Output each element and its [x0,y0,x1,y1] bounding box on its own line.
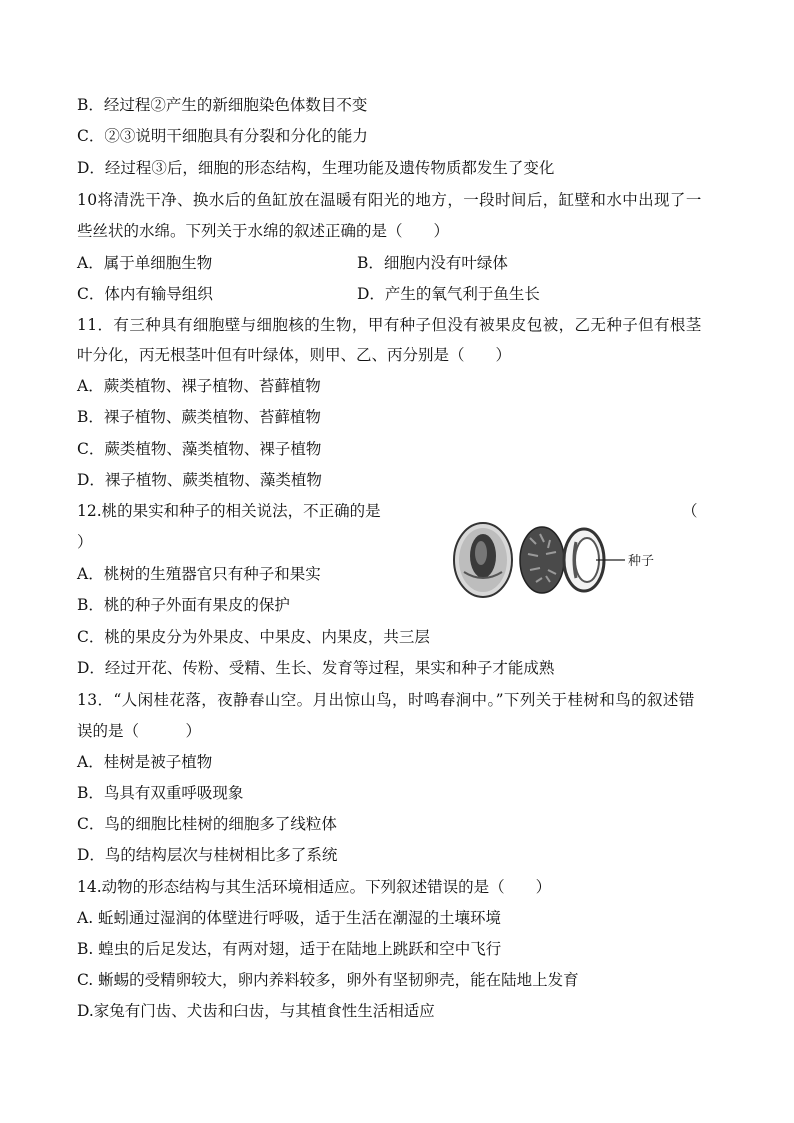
q13-option-a: A．桂树是被子植物 [77,753,213,771]
peach-seed-illustration [450,520,680,602]
q12-option-d: D．经过开花、传粉、受精、生长、发育等过程，果实和种子才能成熟 [77,659,555,677]
q10-stem-line1: 10将清洗干净、换水后的鱼缸放在温暖有阳光的地方，一段时间后，缸壁和水中出现了一 [77,191,702,209]
q13-option-d: D．鸟的结构层次与桂树相比多了系统 [77,846,338,864]
q10-option-d: D．产生的氧气利于鱼生长 [357,285,540,303]
q13-stem-line1: 13．“人闲桂花落，夜静春山空。月出惊山鸟，时鸣春涧中。”下列关于桂树和鸟的叙述错 [77,691,695,709]
q14-option-b: B. 蝗虫的后足发达，有两对翅，适于在陆地上跳跃和空中飞行 [77,940,502,958]
q11-option-b: B．裸子植物、蕨类植物、苔藓植物 [77,408,321,426]
q9-option-c: C．②③说明干细胞具有分裂和分化的能力 [77,127,368,145]
peach-seed-figure [450,520,680,602]
q12-open-paren: （ [682,502,698,520]
q12-option-a: A．桃树的生殖器官只有种子和果实 [77,565,321,583]
q11-option-c: C．蕨类植物、藻类植物、裸子植物 [77,440,322,458]
q11-stem-line1: 11．有三种具有细胞壁与细胞核的生物，甲有种子但没有被果皮包被，乙无种子但有根茎 [77,316,702,334]
q12-option-b: B．桃的种子外面有果皮的保护 [77,596,290,614]
q9-option-d: D．经过程③后，细胞的形态结构，生理功能及遗传物质都发生了变化 [77,159,555,177]
q11-option-a: A．蕨类植物、裸子植物、苔藓植物 [77,377,321,395]
q10-option-a: A．属于单细胞生物 [77,254,213,272]
q10-stem-line2: 些丝状的水绵。下列关于水绵的叙述正确的是（ ） [77,222,450,240]
q14-stem: 14.动物的形态结构与其生活环境相适应。下列叙述错误的是（ ） [77,878,552,896]
q14-option-a: A. 蚯蚓通过湿润的体壁进行呼吸，适于生活在潮湿的土壤环境 [77,909,502,927]
q13-option-b: B．鸟具有双重呼吸现象 [77,784,244,802]
q14-option-c: C. 蜥蜴的受精卵较大，卵内养料较多，卵外有坚韧卵壳，能在陆地上发育 [77,971,579,989]
q13-option-c: C．鸟的细胞比桂树的细胞多了线粒体 [77,815,337,833]
q14-option-d: D.家兔有门齿、犬齿和臼齿，与其植食性生活相适应 [77,1002,435,1020]
q13-stem-line2: 误的是（ ） [77,722,202,740]
q10-option-c: C．体内有输导组织 [77,285,213,303]
q10-option-b: B．细胞内没有叶绿体 [357,254,508,272]
seed-label: 种子 [628,554,655,569]
q11-option-d: D．裸子植物、蕨类植物、藻类植物 [77,471,322,489]
q12-close-paren: ） [77,533,93,551]
q9-option-b: B．经过程②产生的新细胞染色体数目不变 [77,96,368,114]
q12-option-c: C．桃的果皮分为外果皮、中果皮、内果皮，共三层 [77,628,430,646]
q11-stem-line2: 叶分化，丙无根茎叶但有叶绿体，则甲、乙、丙分别是（ ） [77,346,512,364]
q12-stem: 12.桃的果实和种子的相关说法，不正确的是 [77,502,381,520]
